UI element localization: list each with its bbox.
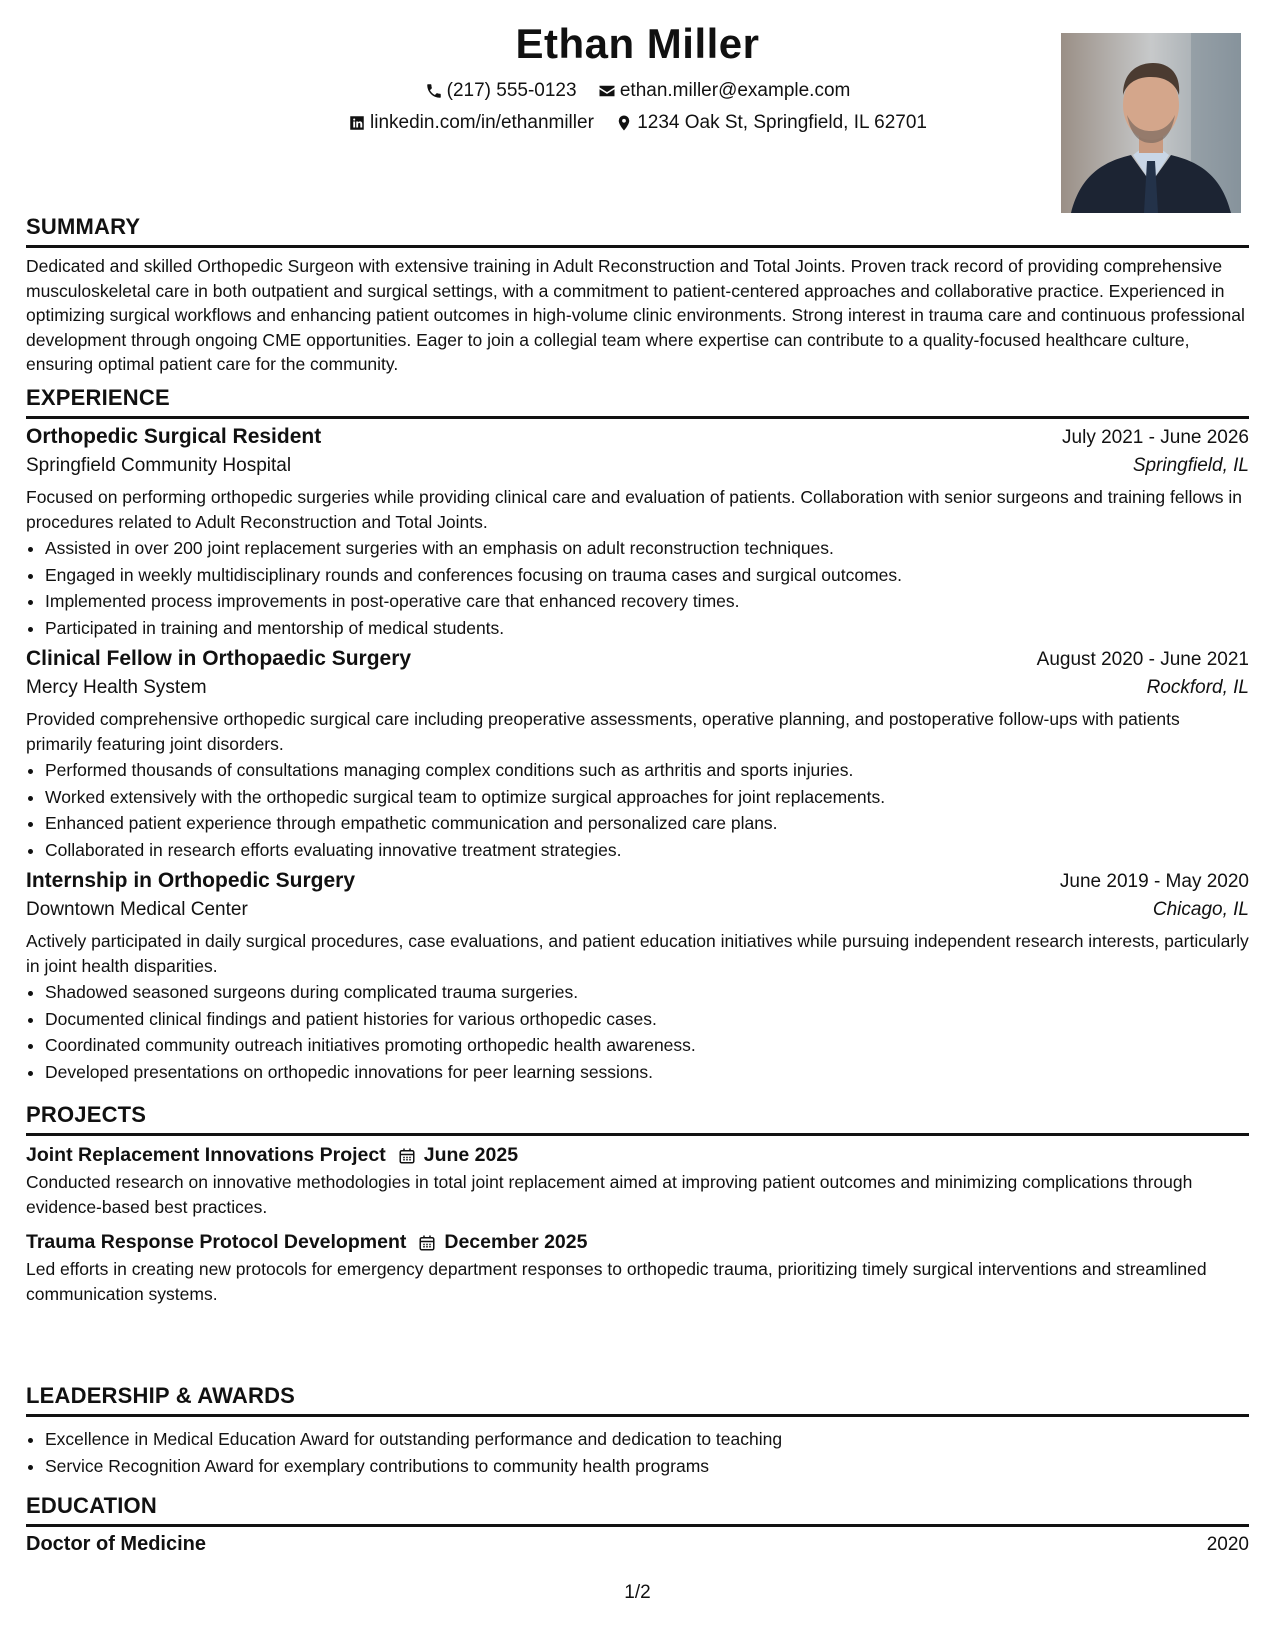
- resume-page: [26, 0, 1249, 1650]
- list-item: • Performed thousands of consultations managing complex conditions such as arthritis and sports injuries.: [45, 757, 1249, 784]
- envelope-icon: [598, 82, 616, 100]
- awards-list: [26, 1426, 1249, 1479]
- job-organization: Downtown Medical Center: [26, 899, 248, 920]
- phone-text: (217) 555-0123: [446, 80, 577, 101]
- leadership-heading: LEADERSHIP & AWARDS: [26, 1383, 1249, 1417]
- summary-heading: SUMMARY: [26, 214, 1249, 248]
- job-location: Springfield, IL: [1132, 455, 1249, 476]
- contact-email[interactable]: [598, 80, 851, 102]
- list-item: • Engaged in weekly multidisciplinary rounds and conferences focusing on trauma cases and surgical outcomes.: [45, 562, 1249, 589]
- contact-linkedin[interactable]: [348, 112, 594, 134]
- list-item: • Excellence in Medical Education Award for outstanding performance and dedication to teaching: [45, 1426, 1249, 1453]
- job-title: Internship in Orthopedic Surgery: [26, 869, 356, 892]
- job-description: Actively participated in daily surgical procedures, case evaluations, and patient education initiatives while pursuing independent research interests, particularly in joint health disparities.: [26, 931, 1249, 976]
- phone-icon: [425, 82, 443, 100]
- project-name: Joint Replacement Innovations Project: [26, 1144, 386, 1166]
- project-date: December 2025: [444, 1231, 588, 1253]
- project-name: Trauma Response Protocol Development: [26, 1231, 407, 1253]
- job-title: Orthopedic Surgical Resident: [26, 425, 322, 448]
- profile-photo: [1061, 33, 1241, 213]
- leadership-section: [26, 1383, 1249, 1479]
- job-bullets: [26, 979, 1249, 1085]
- project-entry: [26, 1144, 1249, 1219]
- job-organization: Springfield Community Hospital: [26, 455, 292, 476]
- education-section: [26, 1493, 1249, 1556]
- job-organization: Mercy Health System: [26, 677, 207, 698]
- project-description: Conducted research on innovative methodologies in total joint replacement aimed at improving patient outcomes and minimizing complications through evidence-based best practices.: [26, 1172, 1193, 1217]
- degree-year: 2020: [1206, 1534, 1249, 1555]
- degree-name: Doctor of Medicine: [26, 1533, 207, 1555]
- job-dates: June 2019 - May 2020: [1059, 871, 1249, 892]
- list-item: • Shadowed seasoned surgeons during complicated trauma surgeries.: [45, 979, 1249, 1006]
- linkedin-text: linkedin.com/in/ethanmiller: [370, 112, 594, 133]
- page-number: 1/2: [624, 1582, 651, 1603]
- job-entry: [26, 425, 1249, 641]
- resume-header: [26, 0, 1249, 220]
- job-bullets: [26, 535, 1249, 641]
- list-item: • Documented clinical findings and patient histories for various orthopedic cases.: [45, 1006, 1249, 1033]
- candidate-name: Ethan Miller: [515, 20, 760, 67]
- list-item: • Coordinated community outreach initiatives promoting orthopedic health awareness.: [45, 1032, 1249, 1059]
- list-item: • Developed presentations on orthopedic innovations for peer learning sessions.: [45, 1059, 1249, 1086]
- experience-heading: EXPERIENCE: [26, 385, 1249, 419]
- calendar-icon: [418, 1234, 436, 1252]
- list-item: • Enhanced patient experience through empathetic communication and personalized care plans.: [45, 810, 1249, 837]
- summary-text: Dedicated and skilled Orthopedic Surgeon with extensive training in Adult Reconstruction and Total Joints. Proven track record of providing comprehensive musculoskeletal care in both outpatient and surgical settings, with a commitment to patient-centered approaches and collaborative practice. Experienced in optimizing surgical workflows and enhancing patient outcomes in high-volume clinic environments. Strong interest in trauma care and continuous professional development through ongoing CME opportunities. Eager to join a collegial team where expertise can contribute to a quality-focused healthcare culture, ensuring optimal patient care for the community.: [26, 256, 1245, 374]
- list-item: • Service Recognition Award for exemplary contributions to community health programs: [45, 1453, 1249, 1480]
- list-item: • Collaborated in research efforts evaluating innovative treatment strategies.: [45, 837, 1249, 864]
- contact-phone: [425, 80, 577, 102]
- contact-address: [615, 112, 927, 134]
- job-title: Clinical Fellow in Orthopaedic Surgery: [26, 647, 412, 670]
- job-dates: August 2020 - June 2021: [1036, 649, 1249, 670]
- job-entry: [26, 647, 1249, 863]
- summary-section: [26, 214, 1249, 377]
- email-text: ethan.miller@example.com: [619, 80, 851, 101]
- project-entry: [26, 1231, 1249, 1306]
- projects-heading: PROJECTS: [26, 1102, 1249, 1136]
- list-item: • Participated in training and mentorship of medical students.: [45, 615, 1249, 642]
- job-bullets: [26, 757, 1249, 863]
- map-pin-icon: [615, 114, 633, 132]
- calendar-icon: [398, 1147, 416, 1165]
- project-description: Led efforts in creating new protocols for emergency department responses to orthopedic trauma, prioritizing timely surgical interventions and streamlined communication systems.: [26, 1259, 1207, 1304]
- job-description: Focused on performing orthopedic surgeries while providing clinical care and evaluation of patients. Collaboration with senior surgeons and training fellows in procedures related to Adult Reconstruction and Total Joints.: [26, 487, 1242, 532]
- job-location: Rockford, IL: [1146, 677, 1249, 698]
- job-location: Chicago, IL: [1152, 899, 1249, 920]
- project-date: June 2025: [423, 1144, 519, 1166]
- job-description: Provided comprehensive orthopedic surgical care including preoperative assessments, operative planning, and postoperative follow-ups with patients primarily featuring joint disorders.: [26, 709, 1180, 754]
- linkedin-icon: [348, 114, 366, 132]
- job-entry: [26, 869, 1249, 1085]
- job-dates: July 2021 - June 2026: [1062, 427, 1249, 448]
- experience-section: [26, 385, 1249, 1085]
- address-text: 1234 Oak St, Springfield, IL 62701: [637, 112, 927, 133]
- list-item: • Worked extensively with the orthopedic surgical team to optimize surgical approaches for joint replacements.: [45, 784, 1249, 811]
- projects-section: [26, 1102, 1249, 1306]
- education-heading: EDUCATION: [26, 1493, 1249, 1527]
- list-item: • Implemented process improvements in post-operative care that enhanced recovery times.: [45, 588, 1249, 615]
- list-item: • Assisted in over 200 joint replacement surgeries with an emphasis on adult reconstruction techniques.: [45, 535, 1249, 562]
